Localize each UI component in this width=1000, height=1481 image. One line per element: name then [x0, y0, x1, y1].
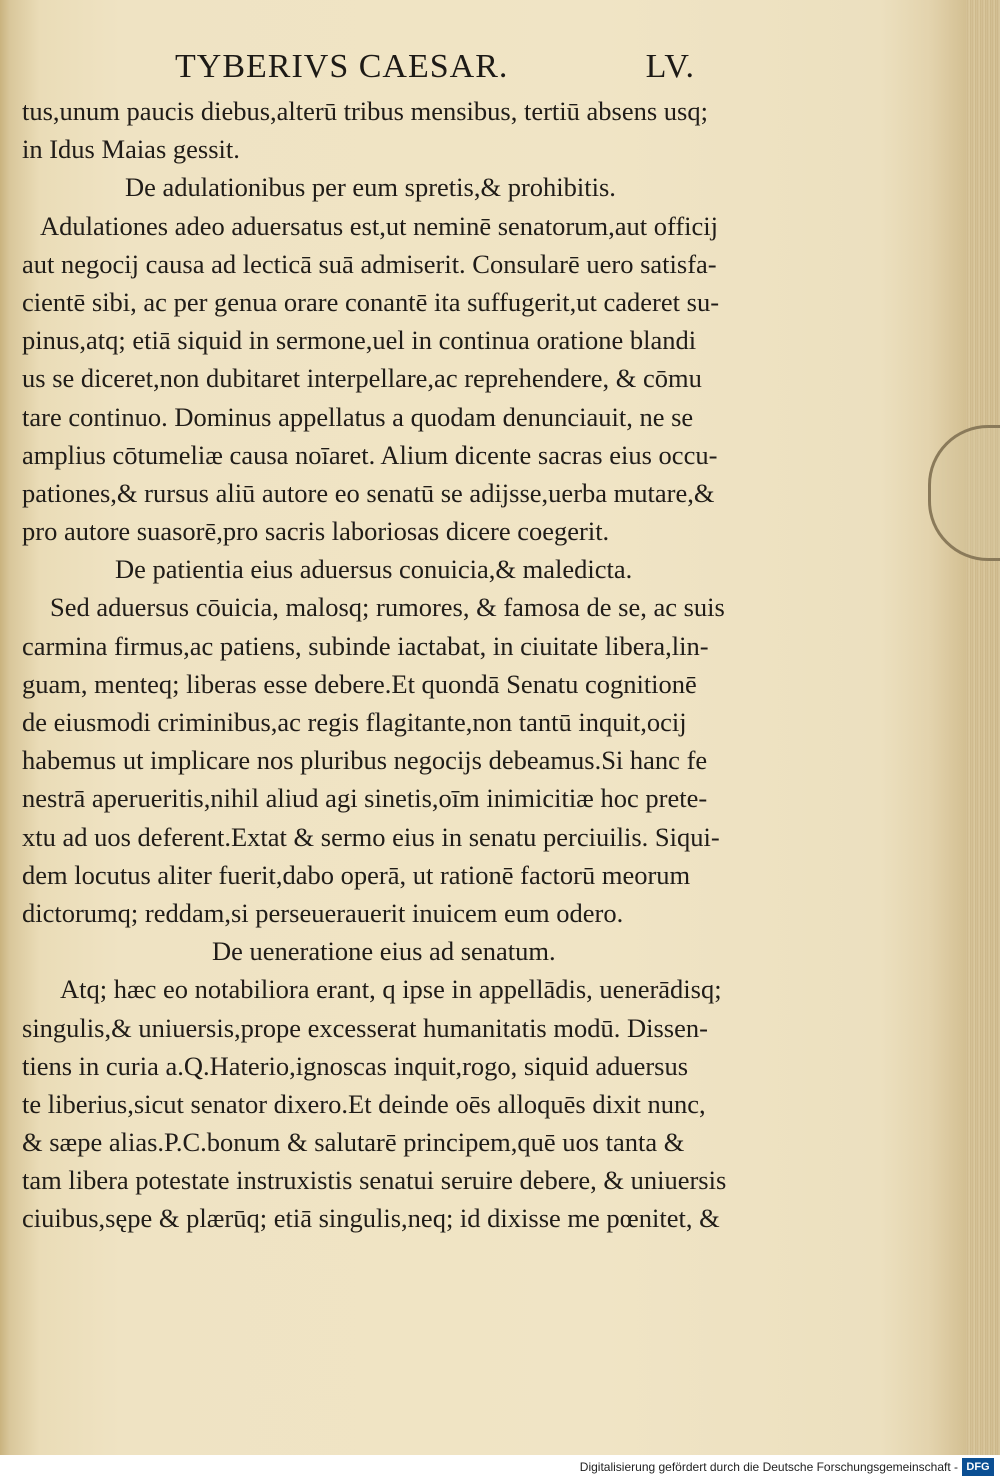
paragraph-first-line: Atq; hæc eo notabiliora erant, q ipse in appellādis, uenerādisq; — [60, 974, 722, 1005]
funding-credit: Digitalisierung gefördert durch die Deutsche Forschungsgemeinschaft - — [579, 1460, 958, 1474]
text-line: tam libera potestate instruxistis senatui seruire debere, & uniuersis — [22, 1165, 727, 1196]
running-header — [175, 48, 695, 86]
section-heading: De patientia eius aduersus conuicia,& maledicta. — [115, 554, 633, 585]
text-line: tiens in curia a.Q.Haterio,ignoscas inquit,rogo, siquid aduersus — [22, 1050, 689, 1081]
text-line: guam, menteq; liberas esse debere.Et quondā Senatu cognitionē — [22, 668, 697, 699]
paragraph-first-line: Adulationes adeo aduersatus est,ut neminē senatorum,aut officij — [40, 210, 719, 241]
text-line: amplius cōtumeliæ causa noīaret. Alium dicente sacras eius occu- — [22, 439, 718, 470]
text-line: in Idus Maias gessit. — [22, 134, 240, 165]
paragraph-first-line: Sed aduersus cōuicia, malosq; rumores, & famosa de se, ac suis — [50, 592, 725, 623]
text-line: singulis,& uniuersis,prope excesserat humanitatis modū. Dissen- — [22, 1012, 708, 1043]
text-line: de eiusmodi criminibus,ac regis flagitante,non tantū inquit,ocij — [22, 707, 687, 737]
text-line: us se diceret,non dubitaret interpellare,ac reprehendere, & cōmu — [22, 363, 702, 394]
text-line: dem locutus aliter fuerit,dabo operā, ut rationē factorū meorum — [22, 859, 691, 890]
text-line: tare continuo. Dominus appellatus a quodam denunciauit, ne se — [22, 401, 694, 432]
folio-number: LV. — [645, 48, 695, 85]
dfg-logo: DFG — [962, 1458, 994, 1476]
text-line: & sæpe alias.P.C.bonum & salutarē principem,quē uos tanta & — [22, 1127, 685, 1158]
text-line: xtu ad uos deferent.Extat & sermo eius in senatu perciuilis. Siqui- — [22, 821, 720, 852]
running-title: TYBERIVS CAESAR. — [175, 48, 509, 85]
text-line: cientē sibi, ac per genua orare conantē ita suffugerit,ut caderet su- — [22, 286, 720, 317]
text-line: tus,unum paucis diebus,alterū tribus mensibus, tertiū absens usq; — [22, 96, 708, 126]
text-line: ciuibus,sępe & plærūq; etiā singulis,neq; id dixisse me pœnitet, & — [22, 1203, 720, 1234]
text-line: nestrā aperueritis,nihil aliud agi sinetis,oīm inimicitiæ hoc prete- — [22, 783, 708, 814]
section-heading: De ueneratione eius ad senatum. — [212, 936, 556, 967]
text-line: pationes,& rursus aliū autore eo senatū se adijsse,uerba mutare,& — [22, 477, 715, 508]
text-line: dictorumq; reddam,si perseuerauerit inuicem eum odero. — [22, 897, 624, 928]
page-edges — [966, 0, 1000, 1455]
text-line: carmina firmus,ac patiens, subinde iactabat, in ciuitate libera,lin- — [22, 630, 709, 661]
book-clasp — [928, 425, 1000, 561]
section-heading: De adulationibus per eum spretis,& prohibitis. — [125, 172, 616, 203]
text-line: pinus,atq; etiā siquid in sermone,uel in continua oratione blandi — [22, 325, 697, 356]
text-line: aut negocij causa ad lecticā suā admiserit. Consularē uero satisfa- — [22, 248, 717, 279]
text-line: te liberius,sicut senator dixero.Et deinde oēs alloquēs dixit nunc, — [22, 1088, 706, 1119]
text-line: habemus ut implicare nos pluribus negocijs debeamus.Si hanc fe — [22, 745, 708, 776]
text-block — [22, 92, 782, 1238]
digitization-footer — [0, 1455, 1000, 1481]
text-line: pro autore suasorē,pro sacris laboriosas dicere coegerit. — [22, 516, 610, 547]
